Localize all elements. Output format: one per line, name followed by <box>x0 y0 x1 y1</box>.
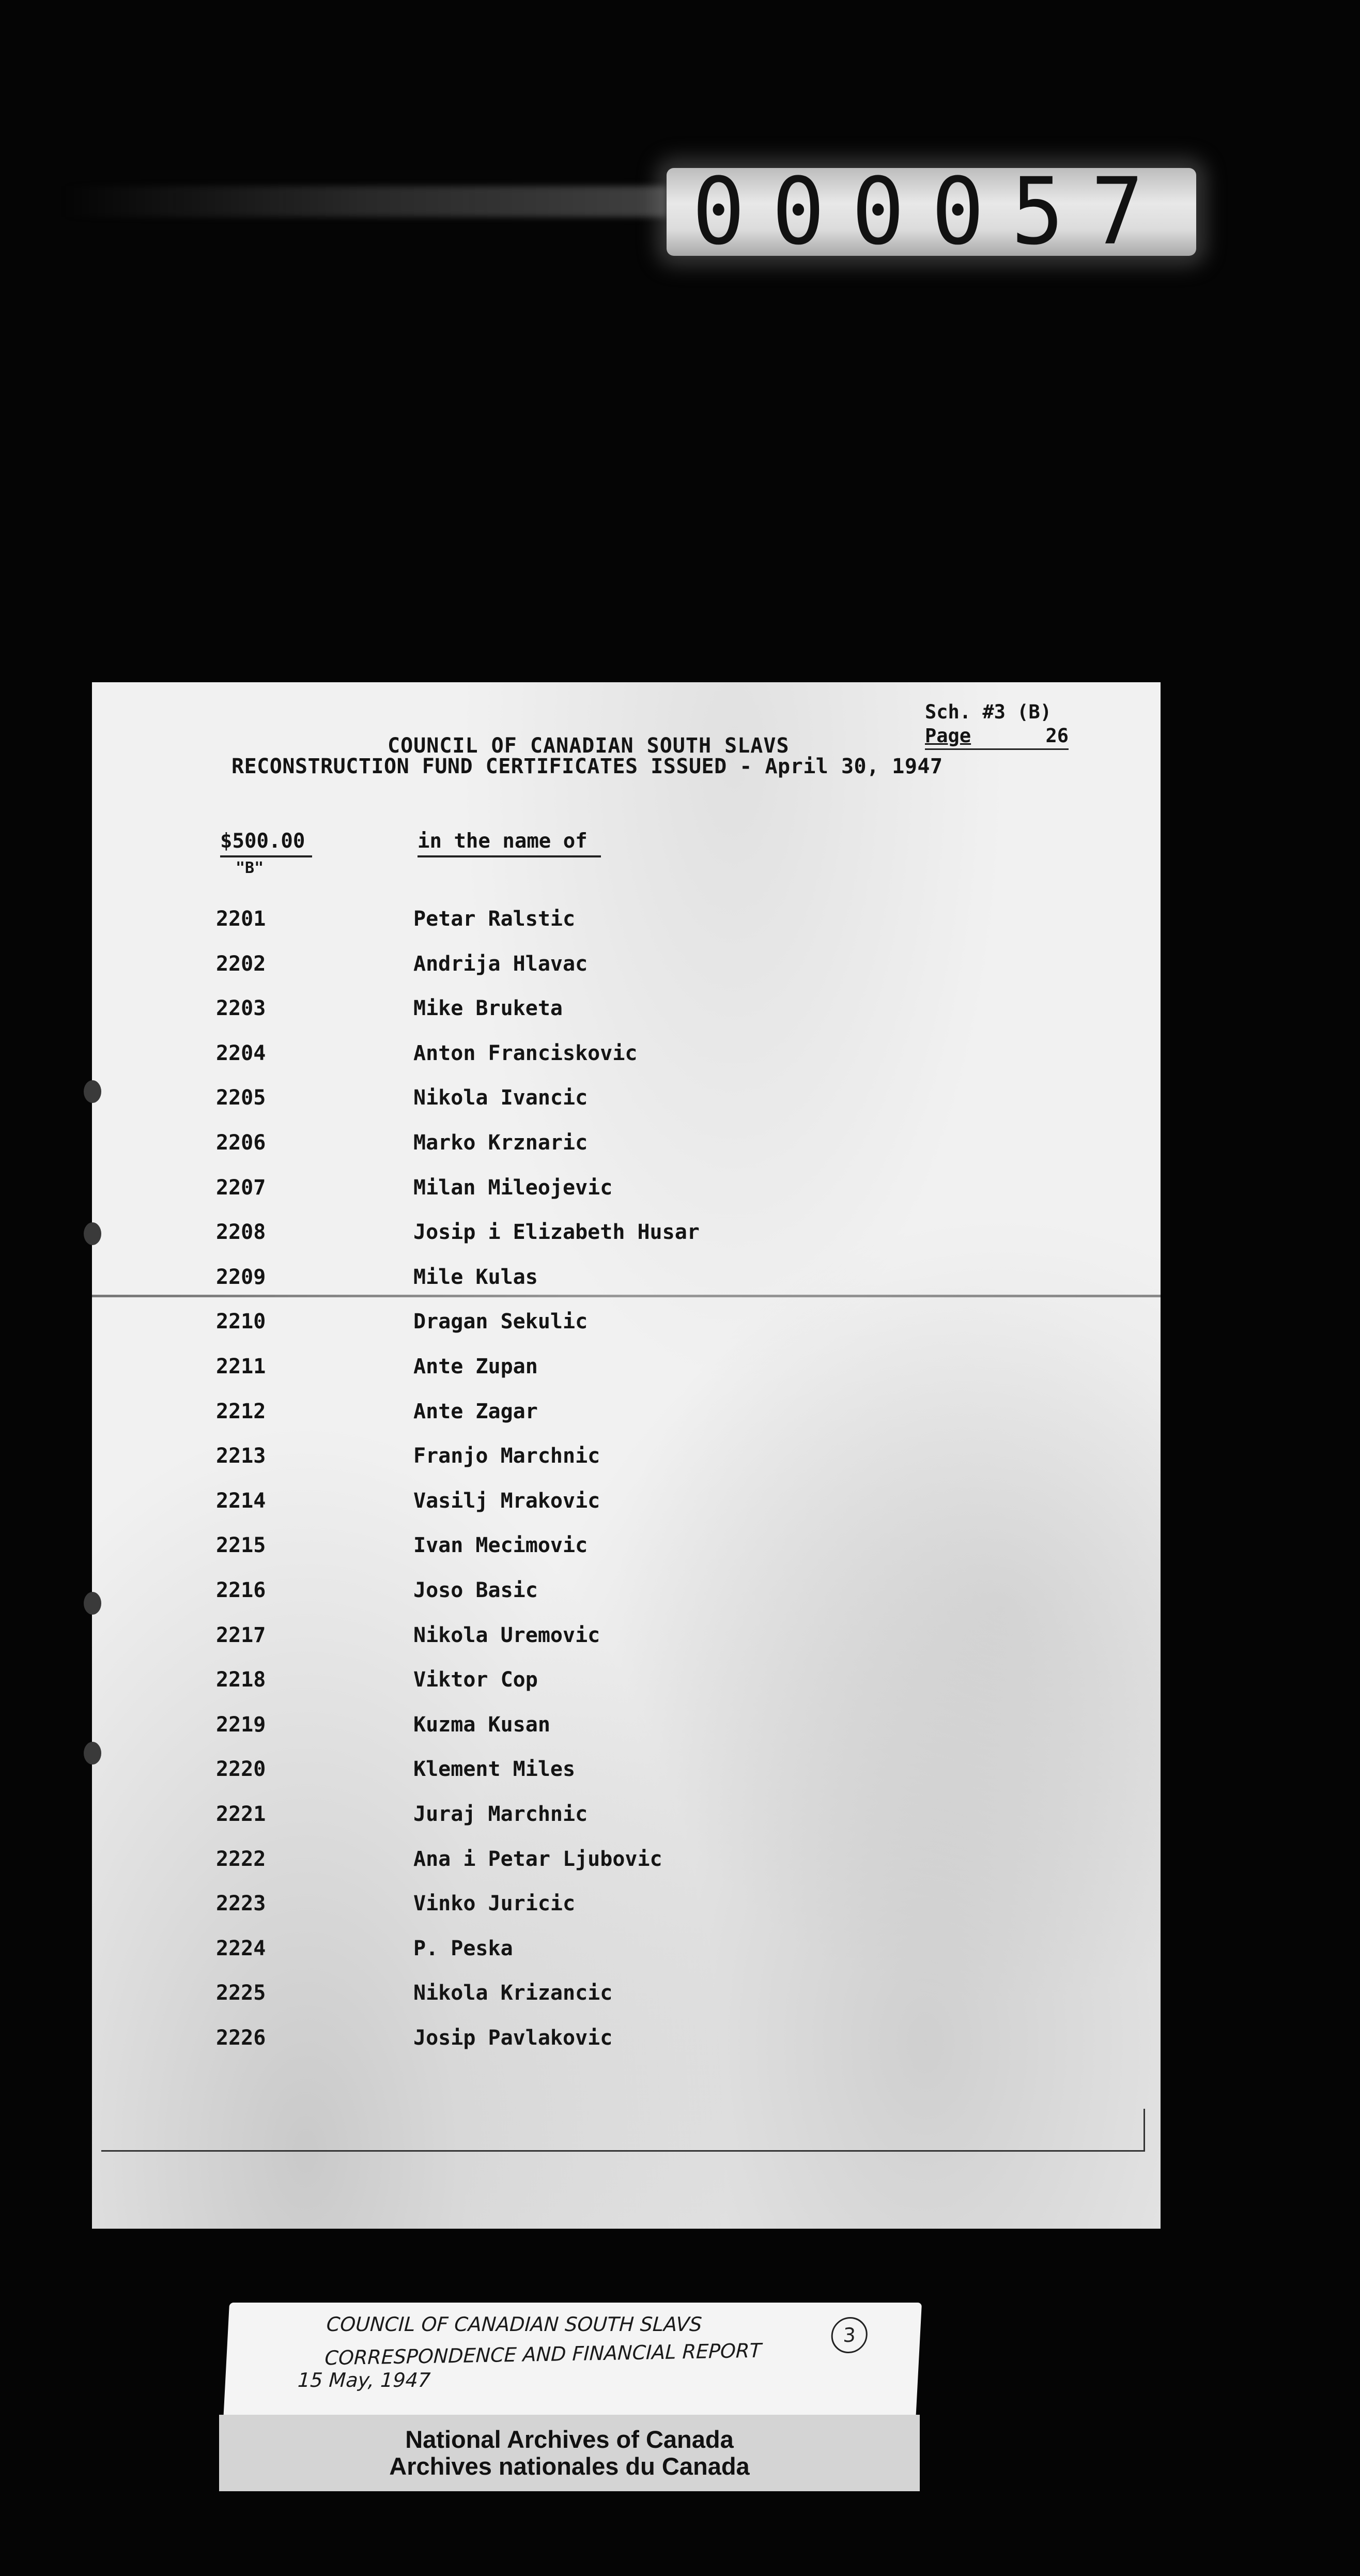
page-number: 26 <box>1045 725 1069 747</box>
bottom-rule <box>101 2150 1145 2152</box>
column-header-name: in the name of <box>418 830 588 853</box>
table-row <box>92 1757 1161 1788</box>
table-row <box>92 1131 1161 1162</box>
file-label-circled-number: 3 <box>830 2317 869 2353</box>
table-row <box>92 1713 1161 1744</box>
table-row <box>92 1847 1161 1878</box>
holder-name: Franjo Marchnic <box>413 1444 600 1468</box>
holder-name: Petar Ralstic <box>413 907 576 931</box>
table-row <box>92 1802 1161 1833</box>
holder-name: Mile Kulas <box>413 1265 538 1289</box>
frame-number: 000057 <box>692 158 1171 266</box>
table-row <box>92 907 1161 938</box>
certificate-number: 2204 <box>216 1041 266 1065</box>
file-label-line2: CORRESPONDENCE AND FINANCIAL REPORT <box>324 2339 762 2370</box>
holder-name: Dragan Sekulic <box>413 1310 588 1333</box>
certificate-number: 2210 <box>216 1310 266 1333</box>
table-row <box>92 1578 1161 1609</box>
document-title: COUNCIL OF CANADIAN SOUTH SLAVS <box>388 734 790 758</box>
table-row <box>92 1355 1161 1386</box>
table-row <box>92 1265 1161 1296</box>
certificate-number: 2211 <box>216 1355 266 1378</box>
table-row <box>92 2026 1161 2057</box>
holder-name: Marko Krznaric <box>413 1131 588 1155</box>
certificate-number: 2206 <box>216 1131 266 1155</box>
bottom-rule-corner <box>1143 2109 1145 2151</box>
holder-name: Kuzma Kusan <box>413 1713 550 1737</box>
certificate-number: 2203 <box>216 996 266 1020</box>
holder-name: Ivan Mecimovic <box>413 1534 588 1557</box>
holder-name: Klement Miles <box>413 1757 576 1781</box>
holder-name: Ana i Petar Ljubovic <box>413 1847 662 1871</box>
table-row <box>92 1981 1161 2012</box>
holder-name: Nikola Ivancic <box>413 1086 588 1110</box>
certificate-number: 2217 <box>216 1623 266 1647</box>
certificate-number: 2205 <box>216 1086 266 1110</box>
holder-name: Josip i Elizabeth Husar <box>413 1220 700 1244</box>
certificate-number: 2223 <box>216 1892 266 1915</box>
holder-name: Mike Bruketa <box>413 996 563 1020</box>
certificate-number: 2221 <box>216 1802 266 1826</box>
document-page <box>92 682 1161 2229</box>
table-row <box>92 1041 1161 1072</box>
column-header-series: "B" <box>236 859 264 877</box>
table-row <box>92 1623 1161 1654</box>
certificate-number: 2222 <box>216 1847 266 1871</box>
certificate-number: 2202 <box>216 952 266 976</box>
holder-name: Vasilj Mrakovic <box>413 1489 600 1513</box>
certificate-number: 2212 <box>216 1400 266 1423</box>
schedule-ref: Sch. #3 (B) <box>925 701 1052 723</box>
page-label: Page <box>925 725 971 747</box>
holder-name: Ante Zupan <box>413 1355 538 1378</box>
column-header-amount: $500.00 <box>220 830 305 853</box>
table-row <box>92 1489 1161 1520</box>
certificate-number: 2209 <box>216 1265 266 1289</box>
holder-name: Juraj Marchnic <box>413 1802 588 1826</box>
file-label-line1: COUNCIL OF CANADIAN SOUTH SLAVS <box>326 2313 703 2336</box>
table-row <box>92 1220 1161 1251</box>
holder-name: Anton Franciskovic <box>413 1041 638 1065</box>
archives-name-en: National Archives of Canada <box>405 2426 734 2453</box>
table-row <box>92 1534 1161 1565</box>
certificate-number: 2201 <box>216 907 266 931</box>
table-row <box>92 996 1161 1028</box>
certificate-number: 2226 <box>216 2026 266 2050</box>
holder-name: Joso Basic <box>413 1578 538 1602</box>
table-row <box>92 1892 1161 1923</box>
holder-name: Milan Mileojevic <box>413 1176 613 1200</box>
certificate-number: 2219 <box>216 1713 266 1737</box>
table-row <box>92 1668 1161 1699</box>
file-label-date: 15 May, 1947 <box>297 2369 431 2391</box>
holder-name: Ante Zagar <box>413 1400 538 1423</box>
holder-name: Nikola Uremovic <box>413 1623 600 1647</box>
archives-name-fr: Archives nationales du Canada <box>389 2452 750 2480</box>
holder-name: P. Peska <box>413 1937 513 1960</box>
certificate-number: 2214 <box>216 1489 266 1513</box>
archives-stamp <box>219 2415 920 2491</box>
certificate-number: 2208 <box>216 1220 266 1244</box>
film-strip-smudge <box>62 186 667 217</box>
certificate-number: 2207 <box>216 1176 266 1200</box>
table-row <box>92 1400 1161 1431</box>
certificate-number: 2218 <box>216 1668 266 1692</box>
table-row <box>92 1176 1161 1207</box>
table-row <box>92 1444 1161 1475</box>
holder-name: Viktor Cop <box>413 1668 538 1692</box>
table-row <box>92 952 1161 983</box>
holder-name: Nikola Krizancic <box>413 1981 613 2005</box>
holder-name: Vinko Juricic <box>413 1892 576 1915</box>
certificate-number: 2213 <box>216 1444 266 1468</box>
document-subtitle: RECONSTRUCTION FUND CERTIFICATES ISSUED - April 30, 1947 <box>231 755 943 778</box>
frame-number-box <box>667 158 1196 266</box>
certificate-number: 2224 <box>216 1937 266 1960</box>
table-row <box>92 1086 1161 1117</box>
file-label-card <box>223 2303 922 2421</box>
holder-name: Andrija Hlavac <box>413 952 588 976</box>
certificate-number: 2220 <box>216 1757 266 1781</box>
certificate-number: 2216 <box>216 1578 266 1602</box>
page-ref <box>925 725 1069 747</box>
certificate-number: 2215 <box>216 1534 266 1557</box>
holder-name: Josip Pavlakovic <box>413 2026 613 2050</box>
table-row <box>92 1310 1161 1341</box>
table-row <box>92 1937 1161 1968</box>
certificate-number: 2225 <box>216 1981 266 2005</box>
